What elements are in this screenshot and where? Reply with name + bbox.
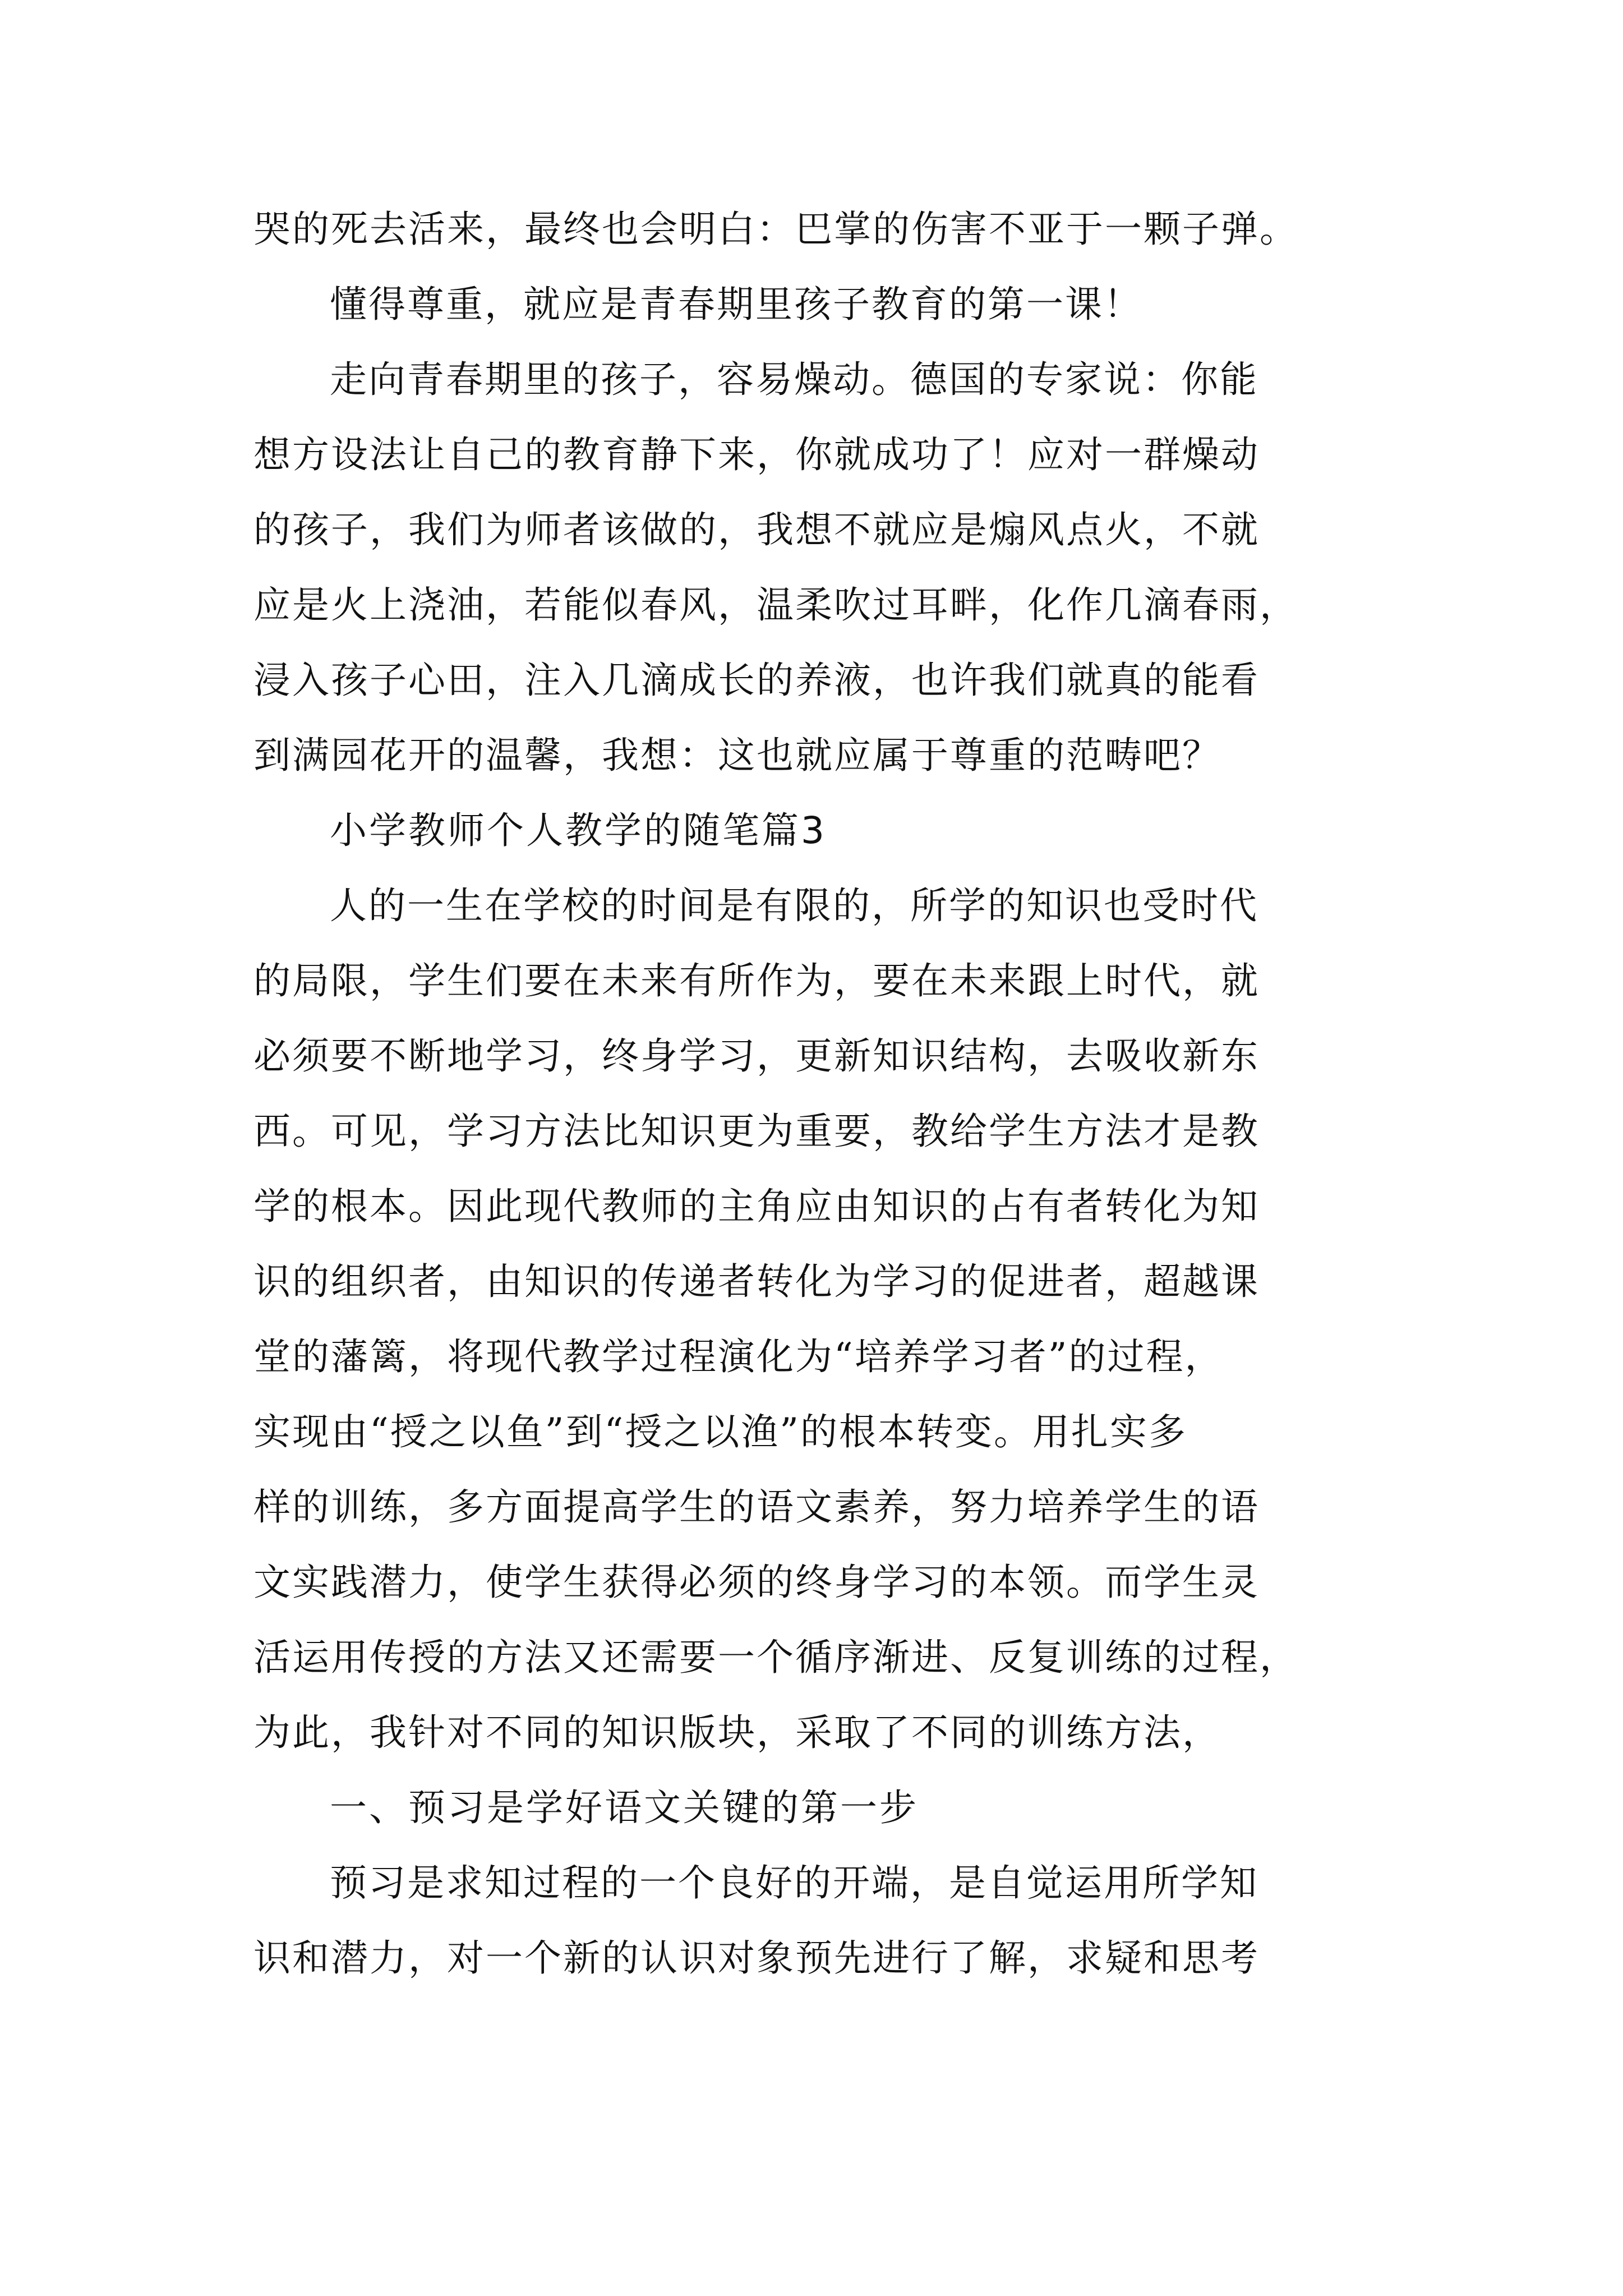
text-line: 西。可见，学习方法比知识更为重要，教给学生方法才是教 xyxy=(253,1110,1260,1153)
text-line: 学的根本。因此现代教师的主角应由知识的占有者转化为知 xyxy=(253,1185,1260,1228)
paragraph-line: 走向青春期里的孩子，容易燥动。德国的专家说：你能 xyxy=(330,358,1258,401)
text-line: 堂的藩篱，将现代教学过程演化为“培养学习者”的过程， xyxy=(253,1335,1224,1378)
text-line: 的孩子，我们为师者该做的，我想不就应是煽风点火，不就 xyxy=(253,508,1260,551)
paragraph-line: 懂得尊重，就应是青春期里孩子教育的第一课！ xyxy=(330,283,1142,326)
text-line: 想方设法让自己的教育静下来，你就成功了！应对一群燥动 xyxy=(253,433,1260,476)
paragraph-line: 人的一生在学校的时间是有限的，所学的知识也受时代 xyxy=(330,884,1258,927)
text-line: 哭的死去活来，最终也会明白：巴掌的伤害不亚于一颗子弹。 xyxy=(253,208,1298,251)
text-line: 浸入孩子心田，注入几滴成长的养液，也许我们就真的能看 xyxy=(253,659,1260,702)
text-line: 识和潜力，对一个新的认识对象预先进行了解，求疑和思考 xyxy=(253,1936,1260,1980)
text-line: 必须要不断地学习，终身学习，更新知识结构，去吸收新东 xyxy=(253,1034,1260,1078)
text-line: 文实践潜力，使学生获得必须的终身学习的本领。而学生灵 xyxy=(253,1561,1260,1604)
subsection-heading: 一、预习是学好语文关键的第一步 xyxy=(330,1786,919,1829)
text-line: 为此，我针对不同的知识版块，采取了不同的训练方法， xyxy=(253,1711,1221,1754)
section-heading: 小学教师个人教学的随笔篇3 xyxy=(330,809,827,852)
text-line: 应是火上浇油，若能似春风，温柔吹过耳畔，化作几滴春雨， xyxy=(253,583,1298,627)
text-line: 到满园花开的温馨，我想：这也就应属于尊重的范畴吧？ xyxy=(253,734,1221,777)
document-body xyxy=(253,192,1375,1996)
text-line: 活运用传授的方法又还需要一个循序渐进、反复训练的过程， xyxy=(253,1636,1298,1679)
text-line: 样的训练，多方面提高学生的语文素养，努力培养学生的语 xyxy=(253,1485,1260,1529)
paragraph-line: 预习是求知过程的一个良好的开端，是自觉运用所学知 xyxy=(330,1861,1258,1904)
text-line: 的局限，学生们要在未来有所作为，要在未来跟上时代，就 xyxy=(253,959,1260,1002)
text-line: 识的组织者，由知识的传递者转化为学习的促进者，超越课 xyxy=(253,1260,1260,1303)
text-line: 实现由“授之以鱼”到“授之以渔”的根本转变。用扎实多 xyxy=(253,1410,1187,1453)
